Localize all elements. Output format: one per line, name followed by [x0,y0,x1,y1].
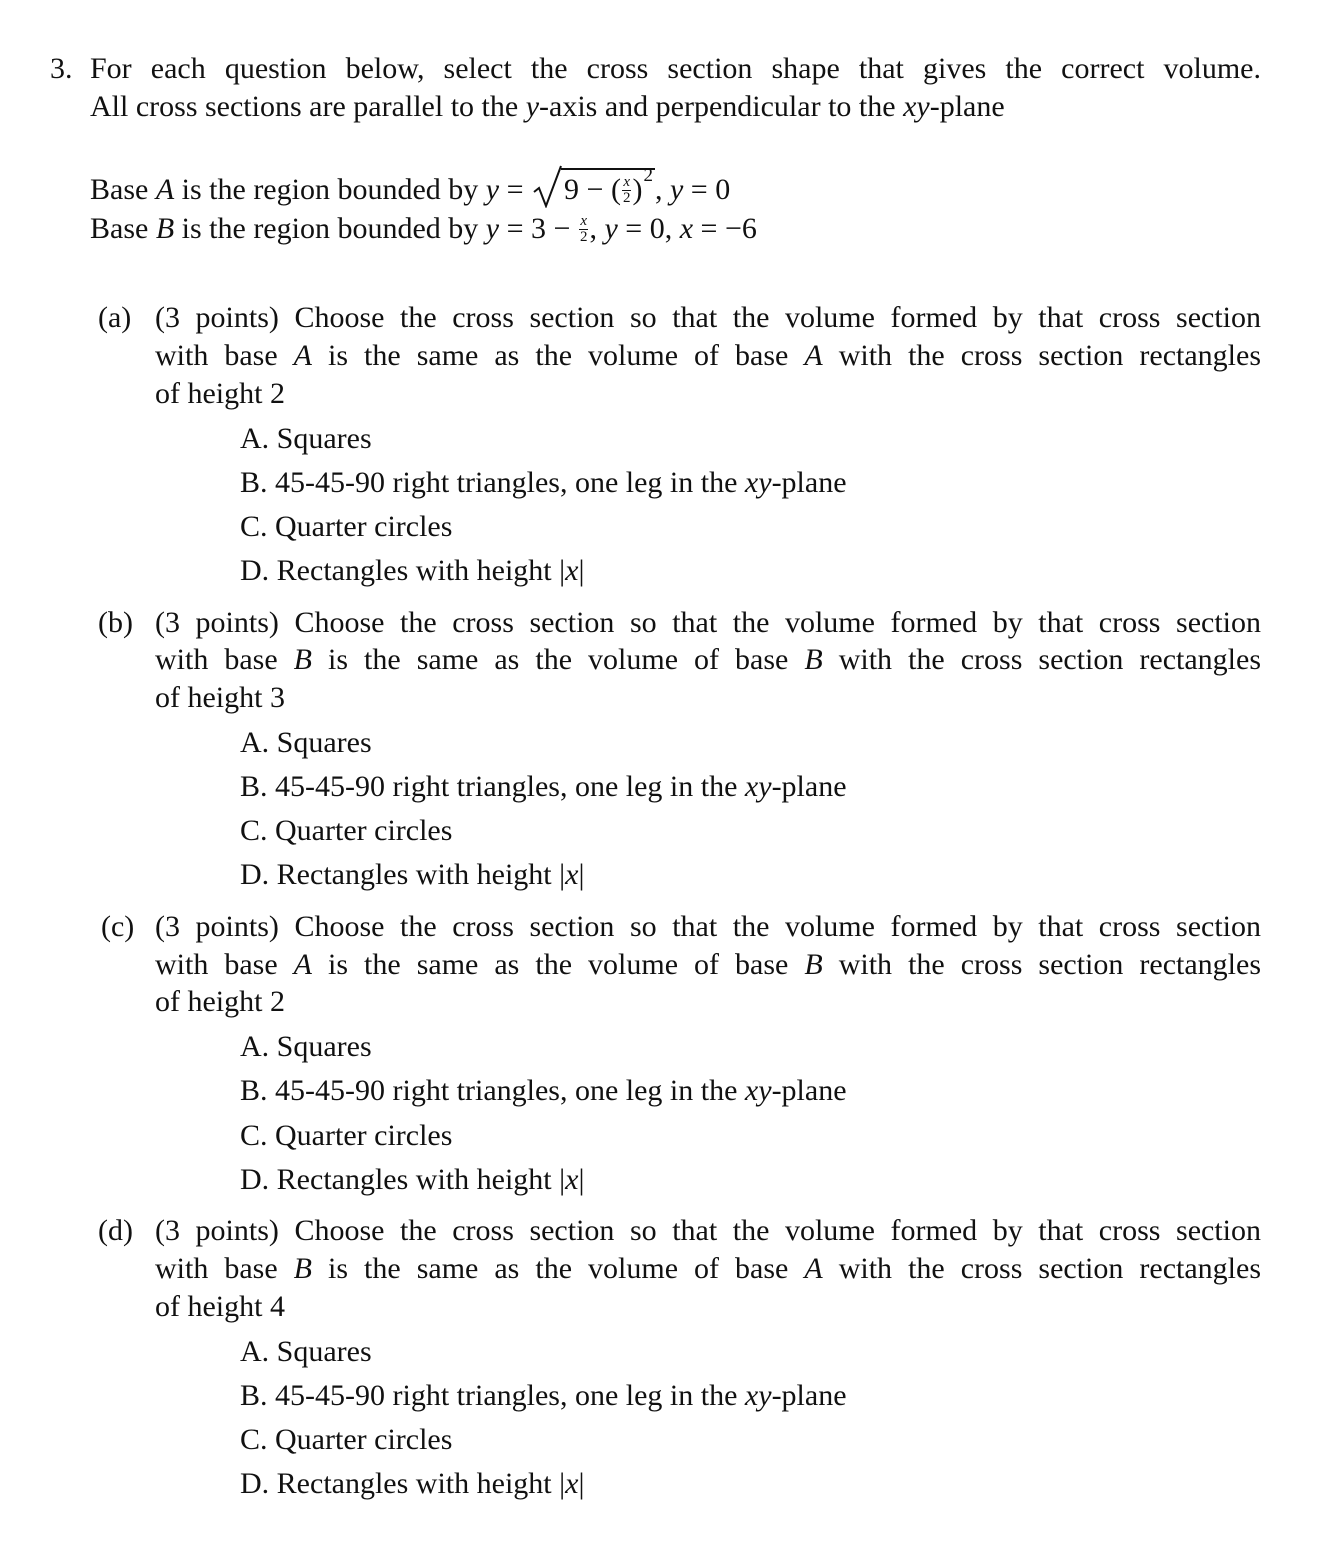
sqrt-symbol-icon [533,164,563,208]
option-text-pre: 45-45-90 right triangles, one leg in the [275,1074,745,1107]
base-b-mid: is the region bounded by [174,212,486,245]
base-a-definition [90,165,731,208]
problem-number: 3. [50,52,73,85]
part-label: (c) [101,910,135,943]
option-letter: C. [240,1423,268,1456]
part-line2 [155,950,1261,980]
part-line1 [155,303,1261,333]
option-c[interactable] [240,512,452,542]
option-c[interactable] [240,1425,452,1455]
part-line2-c: is the same as the volume of base [312,948,805,981]
base-b-y0-rest: = 0, [617,212,673,245]
part-line3: of height 2 [155,985,285,1018]
part-line3: of height 3 [155,681,285,714]
option-text-post: -plane [771,466,847,499]
base-a-y0-rest: = 0 [683,173,731,206]
option-text: Quarter circles [275,1119,453,1152]
part-label: (d) [98,1214,133,1247]
option-var: xy [744,1074,772,1107]
part-line2 [155,645,1261,675]
option-b[interactable] [240,772,847,802]
option-letter: D. [240,1163,270,1196]
option-letter: D. [240,554,270,587]
part-line2-c: is the same as the volume of base [312,1252,805,1285]
base-b-name: B [155,212,175,245]
option-d[interactable] [240,1469,584,1499]
part-label: (b) [98,606,133,639]
option-d[interactable] [240,1165,584,1195]
intro-y-var: y [525,90,540,123]
option-letter: C. [240,814,268,847]
part-line2-a: with base [155,339,294,372]
base-b-pre: Base [90,212,156,245]
base-b-comma: , [589,212,605,245]
option-b[interactable] [240,1381,847,1411]
option-text: Quarter circles [275,1423,453,1456]
option-text: Squares [276,1335,372,1368]
base-b-y: y [485,212,500,245]
part-line2-d: with the cross section rectangles [822,643,1261,676]
part-base-2: A [804,1252,823,1285]
option-c[interactable] [240,816,452,846]
base-a-frac-den: 2 [622,189,631,206]
base-a-lparen: ( [610,173,621,206]
base-a-mid: is the region bounded by [174,173,486,206]
option-text: Quarter circles [275,510,453,543]
intro-xy-var: xy [903,90,930,123]
option-text-pre: Rectangles with height | [276,1467,566,1500]
option-text-pre: 45-45-90 right triangles, one leg in the [275,770,745,803]
base-b-frac-num: x [580,212,588,229]
part-line1-text: Choose the cross section so that the volume formed by that cross section [294,606,1262,639]
option-letter: A. [240,726,270,759]
part-line1 [155,1216,1261,1246]
part-points: (3 points) [155,910,279,943]
option-letter: B. [240,1379,268,1412]
part-points: (3 points) [155,1214,279,1247]
base-b-y0-var: y [604,212,618,245]
base-b-eq: = 3 − [499,212,578,245]
option-text-post: | [578,554,585,587]
intro-line2-mid: -axis and perpendicular to the [539,90,904,123]
part-line2-c: is the same as the volume of base [312,643,805,676]
part-base-1: B [293,643,312,676]
option-text-pre: 45-45-90 right triangles, one leg in the [275,466,745,499]
option-text: Squares [276,726,372,759]
base-b-frac-den: 2 [579,228,588,245]
option-letter: C. [240,1119,268,1152]
part-line2-d: with the cross section rectangles [822,1252,1261,1285]
base-a-frac-num: x [623,173,631,190]
part-base-1: A [293,948,312,981]
option-d[interactable] [240,556,584,586]
option-a[interactable] [240,1032,372,1062]
option-c[interactable] [240,1121,452,1151]
option-var: x [565,554,579,587]
part-line1 [155,608,1261,638]
option-text: Squares [276,422,372,455]
option-a[interactable] [240,424,372,454]
part-line1-text: Choose the cross section so that the volume formed by that cross section [294,301,1262,334]
option-var: xy [744,770,772,803]
part-base-1: A [293,339,312,372]
option-a[interactable] [240,728,372,758]
base-b-x-var: x [679,212,694,245]
option-text-post: | [578,1467,585,1500]
base-a-exponent: 2 [643,165,653,186]
part-base-2: A [804,339,823,372]
option-text-pre: Rectangles with height | [276,554,566,587]
option-letter: A. [240,422,270,455]
option-text: Quarter circles [275,814,453,847]
base-a-y: y [485,173,500,206]
part-label: (a) [98,301,132,334]
option-letter: D. [240,858,270,891]
option-text-post: | [578,858,585,891]
part-base-1: B [293,1252,312,1285]
part-line2-a: with base [155,948,294,981]
part-line2-a: with base [155,643,294,676]
option-text-post: -plane [771,1074,847,1107]
option-b[interactable] [240,468,847,498]
part-line2-c: is the same as the volume of base [312,339,805,372]
base-a-nine: 9 − [564,173,611,206]
part-line2 [155,1254,1261,1284]
base-a-y0-var: y [669,173,684,206]
base-a-comma: , [654,173,663,206]
option-text-pre: 45-45-90 right triangles, one leg in the [275,1379,745,1412]
base-a-rparen: ) [632,173,643,206]
part-line3: of height 2 [155,377,285,410]
base-a-pre: Base [90,173,156,206]
option-letter: B. [240,466,268,499]
option-var: xy [744,466,772,499]
option-letter: A. [240,1335,270,1368]
problem-intro-line2 [90,92,1005,122]
part-base-2: B [804,948,823,981]
option-d[interactable] [240,860,584,890]
base-b-definition [90,214,757,247]
option-letter: B. [240,770,268,803]
option-letter: B. [240,1074,268,1107]
option-a[interactable] [240,1337,372,1367]
option-text-post: | [578,1163,585,1196]
part-line2-a: with base [155,1252,294,1285]
part-points: (3 points) [155,301,279,334]
option-b[interactable] [240,1076,847,1106]
base-a-sqrt [533,165,655,208]
base-b-fraction [579,214,589,245]
option-text-post: -plane [771,770,847,803]
problem-intro-line1: For each question below, select the cross section shape that gives the correct volume. [90,52,1261,85]
part-line1-text: Choose the cross section so that the volume formed by that cross section [294,1214,1262,1247]
base-a-name: A [155,173,175,206]
option-letter: C. [240,510,268,543]
option-var: xy [744,1379,772,1412]
option-text-post: -plane [771,1379,847,1412]
intro-line2-post: -plane [929,90,1005,123]
option-var: x [565,858,579,891]
option-var: x [565,1163,579,1196]
part-line2 [155,341,1261,371]
part-line2-d: with the cross section rectangles [822,948,1261,981]
option-letter: A. [240,1030,270,1063]
base-a-eq: = [499,173,532,206]
part-base-2: B [804,643,823,676]
intro-line2-pre: All cross sections are parallel to the [90,90,526,123]
base-a-fraction [622,175,632,206]
option-letter: D. [240,1467,270,1500]
part-line1-text: Choose the cross section so that the volume formed by that cross section [294,910,1262,943]
option-var: x [565,1467,579,1500]
part-line1 [155,912,1261,942]
base-b-x-rest: = −6 [693,212,757,245]
option-text: Squares [276,1030,372,1063]
part-line3: of height 4 [155,1290,285,1323]
part-line2-d: with the cross section rectangles [822,339,1261,372]
part-points: (3 points) [155,606,279,639]
option-text-pre: Rectangles with height | [276,1163,566,1196]
option-text-pre: Rectangles with height | [276,858,566,891]
